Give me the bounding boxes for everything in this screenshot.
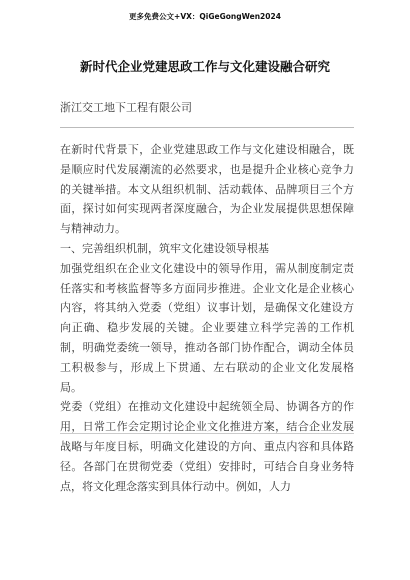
document-body xyxy=(60,140,354,496)
body-paragraph-1: 加强党组织在企业文化建设中的领导作用，需从制度制定责任落实和考核监督等多方面同步推进。企业文化是企业核心内容，将其纳入党委（党组）议事计划，是确保文化建设方向正确、稳步发展的关键。企业要建立科学完善的工作机制，明确党委统一领导，推动各部门协作配合，调动全体员工积极参与，形成上下贯通、左右联动的企业文化发展格局。 xyxy=(60,261,354,394)
separator-line xyxy=(60,127,354,128)
body-paragraph-2: 党委（党组）在推动文化建设中起统领全局、协调各方的作用，日常工作会定期讨论企业文化推进方案，结合企业发展战略与年度目标，明确文化建设的方向、重点内容和具体路径。各部门在贯彻党委（党组）安排时，可结合自身业务特点，将文化理念落实到具体行动中。例如，人力 xyxy=(60,400,354,493)
paragraph-divider xyxy=(60,433,354,434)
header-promo-note: 更多免费公文+VX：QiGeGongWen2024 xyxy=(129,12,281,21)
intro-paragraph: 在新时代背景下，企业党建思政工作与文化建设相融合，既是顺应时代发展潮流的必然要求，也是提升企业核心竞争力的关键举措。本文从组织机制、活动载体、品牌项目三个方面，探讨如何实现两者深度融合，为企业发展提供思想保障与精神动力。 xyxy=(60,143,354,236)
author-company: 浙江交工地下工程有限公司 xyxy=(60,101,192,114)
document-title: 新时代企业党建思政工作与文化建设融合研究 xyxy=(79,59,330,74)
section-heading-1: 一、完善组织机制，筑牢文化建设领导根基 xyxy=(60,241,269,255)
